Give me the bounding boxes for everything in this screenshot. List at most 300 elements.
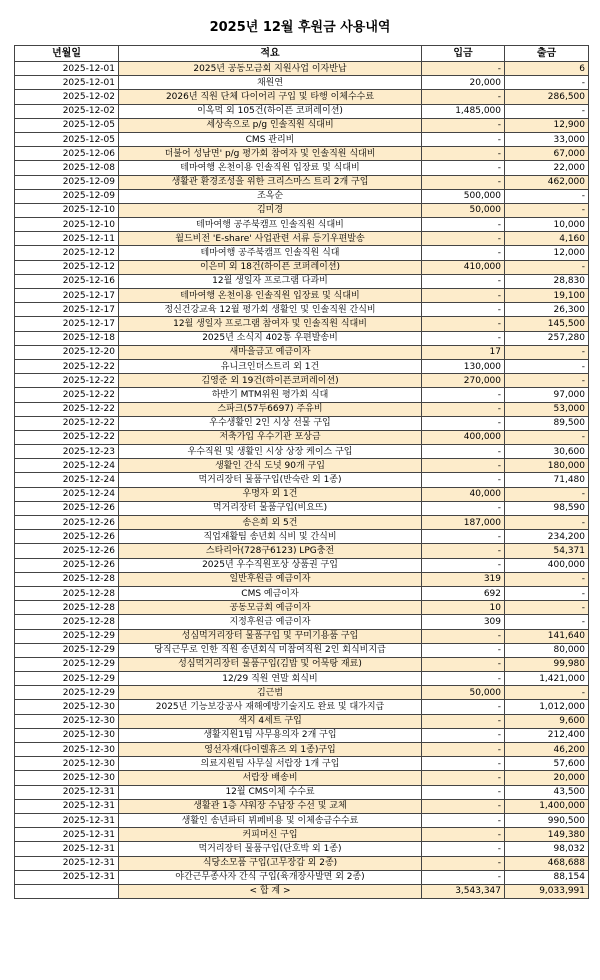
table-row: [15, 601, 589, 615]
row-income: -: [422, 147, 505, 161]
table-row: [15, 345, 589, 359]
row-income: -: [422, 416, 505, 430]
row-date: 2025-12-10: [15, 203, 119, 217]
row-expense: -: [505, 104, 589, 118]
row-description: CMS 관리비: [119, 132, 422, 146]
row-description: 송은희 외 5건: [119, 516, 422, 530]
row-income: -: [422, 501, 505, 515]
row-expense: 67,000: [505, 147, 589, 161]
row-expense: 6: [505, 62, 589, 76]
table-row: [15, 828, 589, 842]
row-date: 2025-12-30: [15, 714, 119, 728]
row-expense: 286,500: [505, 90, 589, 104]
row-expense: -: [505, 686, 589, 700]
row-expense: 1,012,000: [505, 700, 589, 714]
row-date: 2025-12-11: [15, 232, 119, 246]
row-description: 12월 생일자 프로그램 다과비: [119, 274, 422, 288]
row-expense: 54,371: [505, 544, 589, 558]
row-date: 2025-12-26: [15, 501, 119, 515]
row-date: 2025-12-05: [15, 132, 119, 146]
total-label: < 합 계 >: [119, 884, 422, 898]
row-date: 2025-12-31: [15, 785, 119, 799]
row-expense: 145,500: [505, 317, 589, 331]
row-income: 50,000: [422, 686, 505, 700]
row-income: -: [422, 317, 505, 331]
row-date: 2025-12-31: [15, 856, 119, 870]
row-income: -: [422, 218, 505, 232]
row-date: 2025-12-31: [15, 813, 119, 827]
row-income: -: [422, 856, 505, 870]
row-expense: 141,640: [505, 629, 589, 643]
table-row: [15, 175, 589, 189]
table-row: [15, 430, 589, 444]
row-description: 생활지원1팀 사무용의자 2개 구입: [119, 728, 422, 742]
row-expense: -: [505, 359, 589, 373]
row-description: 2025년 기능보강공사 재해예방기술지도 완료 및 대가지급: [119, 700, 422, 714]
table-row: [15, 799, 589, 813]
row-expense: 98,032: [505, 842, 589, 856]
row-expense: -: [505, 374, 589, 388]
row-description: 저축가입 우수기관 포상금: [119, 430, 422, 444]
row-date: 2025-12-24: [15, 487, 119, 501]
table-row: [15, 402, 589, 416]
row-expense: -: [505, 430, 589, 444]
row-income: -: [422, 558, 505, 572]
row-description: 조옥순: [119, 189, 422, 203]
row-date: 2025-12-31: [15, 870, 119, 884]
table-row: [15, 374, 589, 388]
total-date-cell: [15, 884, 119, 898]
row-date: 2025-12-28: [15, 601, 119, 615]
row-date: 2025-12-01: [15, 76, 119, 90]
row-date: 2025-12-10: [15, 218, 119, 232]
row-description: 12월 생일자 프로그램 참여자 및 인솔직원 식대비: [119, 317, 422, 331]
row-expense: 9,600: [505, 714, 589, 728]
row-income: -: [422, 118, 505, 132]
row-description: 식당소모품 구입(고무장갑 외 2종): [119, 856, 422, 870]
table-row: [15, 76, 589, 90]
row-income: -: [422, 629, 505, 643]
row-date: 2025-12-02: [15, 90, 119, 104]
row-description: 유니크인더스트리 외 1건: [119, 359, 422, 373]
row-date: 2025-12-09: [15, 175, 119, 189]
table-row: [15, 132, 589, 146]
row-expense: 1,421,000: [505, 672, 589, 686]
row-date: 2025-12-22: [15, 388, 119, 402]
row-income: -: [422, 402, 505, 416]
row-expense: 990,500: [505, 813, 589, 827]
row-description: 테마여행 온천이용 인솔직원 입장료 및 식대비: [119, 289, 422, 303]
row-income: -: [422, 870, 505, 884]
table-row: [15, 700, 589, 714]
row-date: 2025-12-12: [15, 246, 119, 260]
row-description: 의료지원팀 사무실 서랍장 1개 구입: [119, 757, 422, 771]
row-description: 성심먹거리장터 물품구입(김밥 및 어묵탕 재료): [119, 657, 422, 671]
row-date: 2025-12-22: [15, 359, 119, 373]
row-description: 2025년 공동모금회 지원사업 이자반납: [119, 62, 422, 76]
row-expense: 22,000: [505, 161, 589, 175]
row-description: 서랍장 배송비: [119, 771, 422, 785]
table-row: [15, 813, 589, 827]
donation-ledger-table: [14, 45, 589, 899]
row-description: 생활관 환경조성을 위한 크리스마스 트리 2개 구입: [119, 175, 422, 189]
row-income: 410,000: [422, 260, 505, 274]
table-row: [15, 615, 589, 629]
row-income: -: [422, 828, 505, 842]
row-description: 2026년 직원 단체 다이어리 구입 및 타행 이체수수료: [119, 90, 422, 104]
row-description: CMS 예금이자: [119, 586, 422, 600]
row-expense: -: [505, 615, 589, 629]
table-row: [15, 586, 589, 600]
row-expense: 149,380: [505, 828, 589, 842]
row-expense: 19,100: [505, 289, 589, 303]
row-date: 2025-12-28: [15, 615, 119, 629]
row-income: -: [422, 246, 505, 260]
table-row: [15, 459, 589, 473]
row-expense: 26,300: [505, 303, 589, 317]
row-description: 우명자 외 1건: [119, 487, 422, 501]
row-description: 김영준 외 19건(하이픈코퍼레이션): [119, 374, 422, 388]
row-date: 2025-12-24: [15, 459, 119, 473]
table-row: [15, 317, 589, 331]
page-title: 2025년 12월 후원금 사용내역: [209, 20, 391, 35]
row-expense: 57,600: [505, 757, 589, 771]
table-row: [15, 572, 589, 586]
row-description: 스타리아(728구6123) LPG충전: [119, 544, 422, 558]
row-date: 2025-12-17: [15, 317, 119, 331]
row-description: 하반기 MTM위원 평가회 식대: [119, 388, 422, 402]
row-expense: -: [505, 260, 589, 274]
row-description: 12월 CMS이체 수수료: [119, 785, 422, 799]
table-row: [15, 714, 589, 728]
row-income: -: [422, 799, 505, 813]
table-row: [15, 303, 589, 317]
row-date: 2025-12-08: [15, 161, 119, 175]
table-row: [15, 785, 589, 799]
row-description: 공동모금회 예금이자: [119, 601, 422, 615]
row-income: -: [422, 785, 505, 799]
row-expense: 98,590: [505, 501, 589, 515]
row-income: 309: [422, 615, 505, 629]
row-income: 40,000: [422, 487, 505, 501]
row-date: 2025-12-29: [15, 686, 119, 700]
row-expense: -: [505, 76, 589, 90]
row-date: 2025-12-29: [15, 657, 119, 671]
row-income: 130,000: [422, 359, 505, 373]
row-description: 성심먹거리장터 물품구입 및 꾸미기용품 구입: [119, 629, 422, 643]
table-row: [15, 289, 589, 303]
row-income: -: [422, 62, 505, 76]
table-row: [15, 516, 589, 530]
row-description: 생활인 간식 도넛 90개 구입: [119, 459, 422, 473]
row-expense: 12,900: [505, 118, 589, 132]
row-date: 2025-12-22: [15, 416, 119, 430]
row-date: 2025-12-30: [15, 700, 119, 714]
row-income: -: [422, 842, 505, 856]
table-row: [15, 274, 589, 288]
row-date: 2025-12-12: [15, 260, 119, 274]
row-date: 2025-12-20: [15, 345, 119, 359]
table-row: [15, 147, 589, 161]
row-expense: 43,500: [505, 785, 589, 799]
row-expense: -: [505, 203, 589, 217]
row-date: 2025-12-26: [15, 530, 119, 544]
row-date: 2025-12-31: [15, 799, 119, 813]
row-income: -: [422, 657, 505, 671]
row-description: 월드비전 'E-share' 사업관련 서류 등기우편발송: [119, 232, 422, 246]
row-description: 스파크(57두6697) 주유비: [119, 402, 422, 416]
row-date: 2025-12-09: [15, 189, 119, 203]
row-income: -: [422, 643, 505, 657]
row-expense: 88,154: [505, 870, 589, 884]
table-row: [15, 629, 589, 643]
row-description: 우수생활인 2인 시상 선물 구입: [119, 416, 422, 430]
row-expense: -: [505, 487, 589, 501]
row-income: 20,000: [422, 76, 505, 90]
row-expense: -: [505, 586, 589, 600]
row-expense: -: [505, 601, 589, 615]
table-row: [15, 643, 589, 657]
row-date: 2025-12-28: [15, 572, 119, 586]
table-row: [15, 445, 589, 459]
table-row: [15, 62, 589, 76]
row-expense: 1,400,000: [505, 799, 589, 813]
row-date: 2025-12-26: [15, 516, 119, 530]
table-row: [15, 686, 589, 700]
header-description: 적요: [119, 46, 422, 62]
row-description: 테마여행 공주북캠프 인솔직원 식대비: [119, 218, 422, 232]
row-expense: -: [505, 516, 589, 530]
row-description: 지정후원금 예금이자: [119, 615, 422, 629]
row-expense: 28,830: [505, 274, 589, 288]
row-date: 2025-12-29: [15, 672, 119, 686]
table-row: [15, 232, 589, 246]
row-income: 400,000: [422, 430, 505, 444]
row-date: 2025-12-26: [15, 558, 119, 572]
table-row: [15, 246, 589, 260]
row-expense: 33,000: [505, 132, 589, 146]
row-date: 2025-12-24: [15, 473, 119, 487]
row-income: -: [422, 303, 505, 317]
row-date: 2025-12-06: [15, 147, 119, 161]
table-row: [15, 544, 589, 558]
row-income: -: [422, 161, 505, 175]
row-income: -: [422, 473, 505, 487]
row-date: 2025-12-17: [15, 289, 119, 303]
row-expense: 30,600: [505, 445, 589, 459]
row-income: 50,000: [422, 203, 505, 217]
table-row: [15, 416, 589, 430]
total-expense: 9,033,991: [505, 884, 589, 898]
row-date: 2025-12-01: [15, 62, 119, 76]
row-date: 2025-12-28: [15, 586, 119, 600]
total-income: 3,543,347: [422, 884, 505, 898]
row-income: 270,000: [422, 374, 505, 388]
row-expense: 462,000: [505, 175, 589, 189]
row-expense: 400,000: [505, 558, 589, 572]
row-income: -: [422, 459, 505, 473]
row-description: 테마여행 온천이용 인솔직원 입장료 및 식대비: [119, 161, 422, 175]
row-description: 12/29 직원 연말 회식비: [119, 672, 422, 686]
table-row: [15, 203, 589, 217]
row-description: 2025년 우수직원포상 상품권 구입: [119, 558, 422, 572]
row-expense: 89,500: [505, 416, 589, 430]
row-income: -: [422, 757, 505, 771]
header-expense: 출금: [505, 46, 589, 62]
row-date: 2025-12-23: [15, 445, 119, 459]
row-income: 319: [422, 572, 505, 586]
row-expense: 53,000: [505, 402, 589, 416]
row-income: -: [422, 743, 505, 757]
row-description: 생활인 송년파티 뷔페비용 및 이체송금수수료: [119, 813, 422, 827]
row-income: 692: [422, 586, 505, 600]
row-date: 2025-12-18: [15, 331, 119, 345]
row-expense: 46,200: [505, 743, 589, 757]
header-income: 입금: [422, 46, 505, 62]
row-income: -: [422, 175, 505, 189]
row-income: -: [422, 331, 505, 345]
table-row: [15, 218, 589, 232]
row-income: -: [422, 289, 505, 303]
row-income: -: [422, 90, 505, 104]
row-expense: 234,200: [505, 530, 589, 544]
row-date: 2025-12-30: [15, 771, 119, 785]
row-income: -: [422, 672, 505, 686]
row-income: -: [422, 714, 505, 728]
row-expense: -: [505, 189, 589, 203]
row-description: 커피머신 구입: [119, 828, 422, 842]
row-expense: 71,480: [505, 473, 589, 487]
row-income: -: [422, 728, 505, 742]
row-date: 2025-12-26: [15, 544, 119, 558]
header-date: 년월일: [15, 46, 119, 62]
row-description: 생활관 1층 샤워장 수납장 수선 및 교체: [119, 799, 422, 813]
row-income: -: [422, 700, 505, 714]
row-description: 직업재활팀 송년회 식비 및 간식비: [119, 530, 422, 544]
row-income: 17: [422, 345, 505, 359]
row-expense: 180,000: [505, 459, 589, 473]
row-date: 2025-12-29: [15, 629, 119, 643]
row-description: 세상속으로 p/g 인솔직원 식대비: [119, 118, 422, 132]
row-description: 일반후원금 예금이자: [119, 572, 422, 586]
row-income: -: [422, 544, 505, 558]
table-row: [15, 161, 589, 175]
row-description: 우수직원 및 생활인 시상 상장 케이스 구입: [119, 445, 422, 459]
row-date: 2025-12-22: [15, 374, 119, 388]
row-date: 2025-12-22: [15, 402, 119, 416]
row-income: -: [422, 445, 505, 459]
table-row: [15, 501, 589, 515]
row-income: 1,485,000: [422, 104, 505, 118]
row-date: 2025-12-17: [15, 303, 119, 317]
row-description: 정신건강교육 12월 평가회 생활인 및 인솔직원 간식비: [119, 303, 422, 317]
row-description: 테마여행 공주북캠프 인솔직원 식대: [119, 246, 422, 260]
row-expense: 97,000: [505, 388, 589, 402]
row-description: 이은미 외 18건(하이픈 코퍼레이션): [119, 260, 422, 274]
row-description: 김근범: [119, 686, 422, 700]
row-expense: 80,000: [505, 643, 589, 657]
row-expense: 10,000: [505, 218, 589, 232]
row-expense: -: [505, 345, 589, 359]
row-income: 187,000: [422, 516, 505, 530]
row-expense: 4,160: [505, 232, 589, 246]
table-row: [15, 870, 589, 884]
table-row: [15, 856, 589, 870]
table-row: [15, 189, 589, 203]
row-income: -: [422, 232, 505, 246]
row-description: 새마을금고 예금이자: [119, 345, 422, 359]
row-income: -: [422, 274, 505, 288]
total-row: [15, 884, 589, 898]
row-expense: 212,400: [505, 728, 589, 742]
row-description: 야간근무종사자 간식 구입(육개장사발면 외 2종): [119, 870, 422, 884]
row-income: -: [422, 388, 505, 402]
table-row: [15, 473, 589, 487]
row-description: 김미경: [119, 203, 422, 217]
row-description: 2025년 소식지 402통 우편발송비: [119, 331, 422, 345]
table-row: [15, 359, 589, 373]
row-date: 2025-12-22: [15, 430, 119, 444]
row-date: 2025-12-31: [15, 828, 119, 842]
row-income: -: [422, 771, 505, 785]
table-row: [15, 657, 589, 671]
table-row: [15, 530, 589, 544]
row-description: 당직근무로 인한 직원 송년회식 미참여직원 2인 회식비지급: [119, 643, 422, 657]
table-row: [15, 842, 589, 856]
row-date: 2025-12-30: [15, 743, 119, 757]
row-income: 500,000: [422, 189, 505, 203]
row-expense: 468,688: [505, 856, 589, 870]
table-row: [15, 104, 589, 118]
row-date: 2025-12-16: [15, 274, 119, 288]
row-description: 영선자재(다이렐휴즈 외 1종)구입: [119, 743, 422, 757]
table-row: [15, 118, 589, 132]
table-header-row: [15, 46, 589, 62]
row-description: 먹거리장터 물품구입(단호박 외 1종): [119, 842, 422, 856]
ledger-body: [15, 62, 589, 885]
table-row: [15, 558, 589, 572]
row-description: 이옥먹 외 105건(하이픈 코퍼레이션): [119, 104, 422, 118]
table-row: [15, 672, 589, 686]
row-date: 2025-12-30: [15, 728, 119, 742]
table-row: [15, 388, 589, 402]
table-row: [15, 757, 589, 771]
row-date: 2025-12-29: [15, 643, 119, 657]
table-row: [15, 728, 589, 742]
row-description: 먹거리장터 물품구입(비요뜨): [119, 501, 422, 515]
row-description: 채원연: [119, 76, 422, 90]
table-row: [15, 331, 589, 345]
row-date: 2025-12-02: [15, 104, 119, 118]
row-expense: -: [505, 572, 589, 586]
table-row: [15, 260, 589, 274]
row-income: -: [422, 530, 505, 544]
row-date: 2025-12-05: [15, 118, 119, 132]
row-expense: 257,280: [505, 331, 589, 345]
row-expense: 20,000: [505, 771, 589, 785]
row-income: -: [422, 132, 505, 146]
row-income: 10: [422, 601, 505, 615]
row-expense: 99,980: [505, 657, 589, 671]
row-date: 2025-12-31: [15, 842, 119, 856]
row-description: 먹거리장터 물품구입(반숙란 외 1종): [119, 473, 422, 487]
row-description: 색지 4세트 구입: [119, 714, 422, 728]
row-expense: 12,000: [505, 246, 589, 260]
table-row: [15, 771, 589, 785]
row-date: 2025-12-30: [15, 757, 119, 771]
row-description: 더불어 성남면' p/g 평가회 참여자 및 인솔직원 식대비: [119, 147, 422, 161]
table-row: [15, 90, 589, 104]
